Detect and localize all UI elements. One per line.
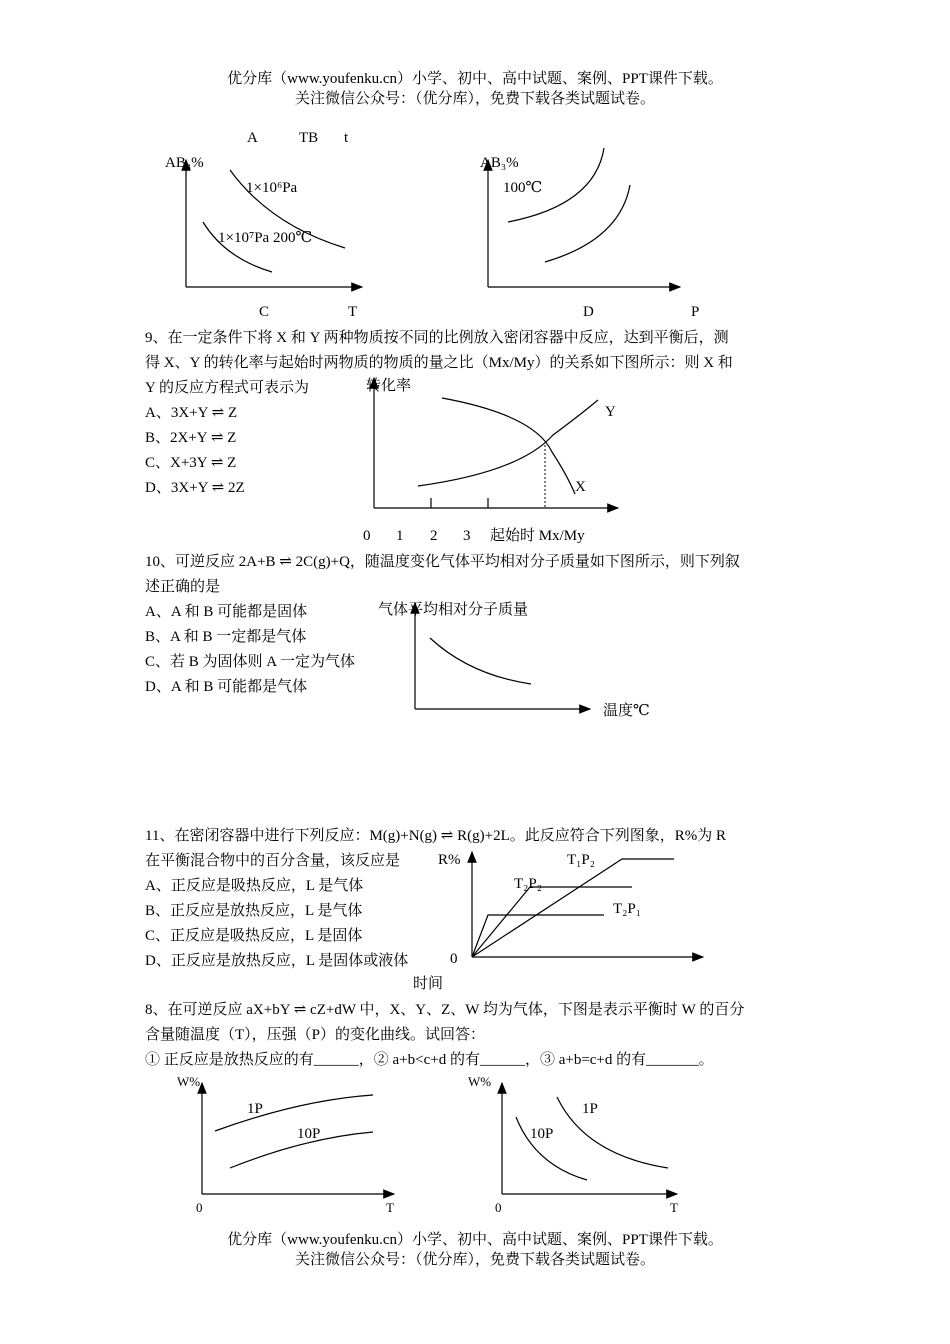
q10-line-2: 述正确的是	[145, 579, 221, 595]
q11-line-t1p2	[472, 859, 674, 957]
fig-top-left-xlabel: T	[348, 304, 358, 320]
q9-tick-label-2: 2	[430, 528, 438, 544]
footer-line-1: 优分库（www.youfenku.cn）小学、初中、高中试题、案例、PPT课件下载。	[227, 1232, 723, 1248]
fig-top-right-letter: D	[583, 304, 594, 320]
q9-tick-label-3: 3	[463, 528, 471, 544]
q10-option-b: B、A 和 B 一定都是气体	[145, 629, 307, 645]
fig-top-left-letter: C	[259, 304, 270, 320]
q11-label-t2p1: T₂P₁	[613, 901, 641, 917]
q11-line-2: 在平衡混合物中的百分含量，该反应是	[145, 853, 401, 869]
header-line-1: 优分库（www.youfenku.cn）小学、初中、高中试题、案例、PPT课件下载。	[227, 71, 723, 87]
q8-right-chart	[502, 1083, 677, 1194]
q10-chart-xlabel: 温度℃	[603, 703, 650, 719]
q11-option-a: A、正反应是吸热反应，L 是气体	[145, 878, 364, 894]
q8-right-origin: 0	[495, 1200, 502, 1215]
q10-option-c: C、若 B 为固体则 A 一定为气体	[145, 654, 356, 670]
q11-option-d: D、正反应是放热反应，L 是固体或液体	[145, 953, 409, 969]
fig-top-left-curve1-label: 1×10⁶Pa	[246, 180, 298, 196]
q11-line-1: 11、在密闭容器中进行下列反应：M(g)+N(g) ⇌ R(g)+2L。此反应符合下列图象，R%为 R	[145, 828, 726, 844]
q10-option-d: D、A 和 B 可能都是气体	[145, 679, 308, 695]
q8-right-xlabel: T	[670, 1200, 678, 1215]
q9-tick-label-0: 0	[363, 528, 371, 544]
q8-right-label-10p: 10P	[530, 1126, 554, 1142]
q9-curve-x-label: X	[575, 479, 586, 495]
q8-left-curve-1p	[215, 1095, 373, 1131]
q10-line-1: 10、可逆反应 2A+B ⇌ 2C(g)+Q，随温度变化气体平均相对分子质量如下图所示，则下列叙	[145, 554, 740, 570]
fig-top-left-curve2-label: 1×10⁷Pa 200℃	[218, 230, 313, 246]
fig-top-right-curve-lower	[545, 185, 630, 262]
q8-right-ylabel: W%	[468, 1074, 492, 1089]
q11-label-t2p2: T₂P₂	[514, 876, 542, 892]
q10-chart	[415, 603, 590, 709]
q11-label-t1p2: T₁P₂	[567, 852, 595, 868]
q9-option-a: A、3X+Y ⇌ Z	[145, 405, 238, 421]
q8-left-xlabel: T	[386, 1200, 394, 1215]
q11-chart-xlabel: 时间	[413, 976, 444, 992]
q10-chart-ylabel: 气体平均相对分子质量	[378, 602, 529, 618]
q11-origin: 0	[450, 951, 458, 967]
q9-curve-y-label: Y	[605, 404, 616, 420]
q9-line-2: 得 X、Y 的转化率与起始时两物质的物质的量之比（Mx/My）的关系如下图所示：则 X 和	[145, 355, 733, 371]
q8-left-origin: 0	[196, 1200, 203, 1215]
q9-curve-x	[442, 398, 575, 494]
q10-curve	[430, 638, 531, 684]
q9-tick-label-1: 1	[396, 528, 404, 544]
q9-option-d: D、3X+Y ⇌ 2Z	[145, 480, 245, 496]
q9-chart-ylabel: 转化率	[366, 378, 412, 394]
q8-line-2: 含量随温度（T），压强（P）的变化曲线。试回答：	[145, 1027, 486, 1043]
header-line-2: 关注微信公众号：（优分库），免费下载各类试题试卷。	[294, 91, 655, 107]
q8-left-ylabel: W%	[177, 1074, 201, 1089]
q9-line-3: Y 的反应方程式可表示为	[145, 380, 310, 396]
fig-top-right-ylabel: AB₃%	[480, 155, 519, 171]
q8-left-label-10p: 10P	[297, 1126, 321, 1142]
q8-line-3: ① 正反应是放热反应的有______，② a+b<c+d 的有______，③ a+b=c+d 的有_______。	[145, 1052, 714, 1068]
fig-top-right-curve-label: 100℃	[503, 180, 543, 196]
q9-option-b: B、2X+Y ⇌ Z	[145, 430, 237, 446]
q8-left-label-1p: 1P	[247, 1101, 263, 1117]
q9-option-c: C、X+3Y ⇌ Z	[145, 455, 237, 471]
q9-line-1: 9、在一定条件下将 X 和 Y 两种物质按不同的比例放入密闭容器中反应，达到平衡后，测	[145, 330, 729, 346]
q11-chart-ylabel: R%	[438, 852, 461, 868]
q11-option-c: C、正反应是吸热反应，L 是固体	[145, 928, 363, 944]
q9-curve-y	[418, 400, 598, 486]
q11-option-b: B、正反应是放热反应，L 是气体	[145, 903, 363, 919]
footer-line-2: 关注微信公众号：（优分库），免费下载各类试题试卷。	[294, 1252, 655, 1268]
q11-line-t2p1	[472, 915, 604, 957]
fig-top-label-t: t	[344, 130, 349, 146]
fig-top-label-tb: TB	[299, 130, 319, 146]
q8-right-curve-1p	[557, 1097, 668, 1168]
fig-top-label-a: A	[247, 130, 258, 146]
q8-right-label-1p: 1P	[582, 1101, 598, 1117]
q10-option-a: A、A 和 B 可能都是固体	[145, 604, 308, 620]
fig-top-right-xlabel: P	[691, 304, 700, 320]
fig-top-left-ylabel: AB₃%	[165, 155, 204, 171]
q9-chart-xlabel: 起始时 Mx/My	[490, 528, 585, 544]
q11-line-t2p2	[472, 887, 632, 957]
q8-line-1: 8、在可逆反应 aX+bY ⇌ cZ+dW 中，X、Y、Z、W 均为气体，下图是表示平衡时 W 的百分	[145, 1002, 745, 1018]
